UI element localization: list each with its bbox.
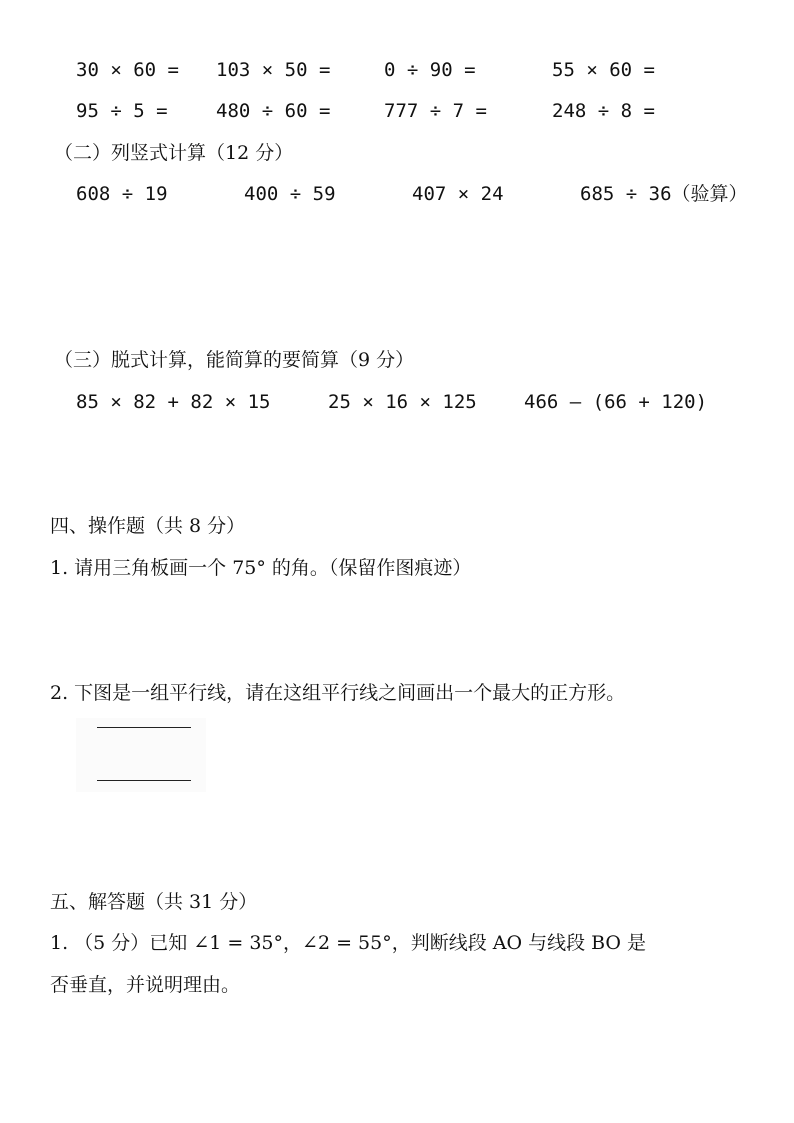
oral-expr: 55 × 60 = (552, 59, 655, 81)
section5-question-1-line-2: 否垂直，并说明理由。 (50, 974, 241, 996)
stepwise-calc-expr: 25 × 16 × 125 (328, 391, 477, 413)
oral-expr: 248 ÷ 8 = (552, 100, 655, 122)
oral-expr: 103 × 50 = (216, 59, 331, 81)
vertical-calc-expr: 407 × 24 (412, 183, 504, 205)
parallel-line-bottom (97, 780, 191, 781)
oral-expr: 0 ÷ 90 = (384, 59, 476, 81)
oral-expr: 480 ÷ 60 = (216, 100, 331, 122)
section4-question-2: 2. 下图是一组平行线，请在这组平行线之间画出一个最大的正方形。 (50, 682, 626, 704)
vertical-calc-expr: 608 ÷ 19 (76, 183, 168, 205)
oral-expr: 30 × 60 = (76, 59, 179, 81)
oral-expr: 95 ÷ 5 = (76, 100, 168, 122)
stepwise-calc-heading: （三）脱式计算，能简算的要简算（9 分） (54, 349, 415, 371)
section5-question-1-line-1: 1. （5 分）已知 ∠1 = 35°，∠2 = 55°，判断线段 AO 与线段 BO 是 (50, 932, 647, 954)
section4-heading: 四、操作题（共 8 分） (50, 515, 246, 537)
stepwise-calc-expr: 85 × 82 + 82 × 15 (76, 391, 271, 413)
vertical-calc-expr: 685 ÷ 36（验算） (580, 183, 748, 205)
vertical-calc-expr: 400 ÷ 59 (244, 183, 336, 205)
parallel-line-top (97, 727, 191, 728)
parallel-lines-figure (76, 718, 206, 792)
section5-heading: 五、解答题（共 31 分） (50, 891, 258, 913)
vertical-calc-heading: （二）列竖式计算（12 分） (54, 142, 294, 164)
stepwise-calc-expr: 466 – (66 + 120) (524, 391, 708, 413)
section4-question-1: 1. 请用三角板画一个 75° 的角。（保留作图痕迹） (50, 557, 472, 579)
oral-expr: 777 ÷ 7 = (384, 100, 487, 122)
